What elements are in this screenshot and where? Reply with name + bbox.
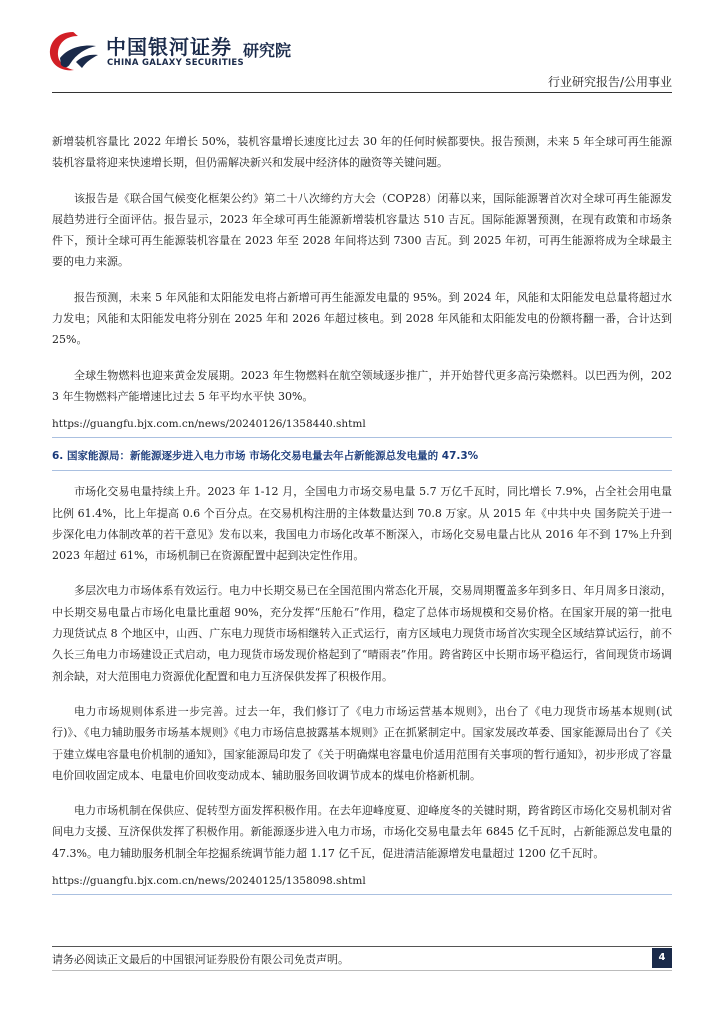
source-link-2[interactable]: https://guangfu.bjx.com.cn/news/20240125/1358098.shtml xyxy=(52,875,366,888)
section-divider xyxy=(52,437,672,438)
page-number: 4 xyxy=(652,948,672,968)
logo-chinese-name: 中国银河证券 xyxy=(106,35,232,59)
paragraph-5: 市场化交易电量持续上升。2023 年 1-12 月，全国电力市场交易电量 5.7 万亿千瓦时，同比增长 7.9%，占全社会用电量比例 61.4%，比上年提高 0.6 个百分点。在交易机构注册的主体数量达到 70.8 万家。从 2015 年《中共中央 国务院关于进一步深化电力体制改革的若干意见》发布以来，我国电力市场化改革不断深入，市场化交易电量占比从 2016 年不到 17%上升到 2023 年超过 61%，市场机制已在资源配置中起到决定性作用。 xyxy=(52,485,672,563)
paragraph-7: 电力市场规则体系进一步完善。过去一年，我们修订了《电力市场运营基本规则》，出台了《电力现货市场基本规则(试行)》、《电力辅助服务市场基本规则》《电力市场信息披露基本规则》正在抓紧制定中。国家发展改革委、国家能源局出台了《关于建立煤电容量电价机制的通知》，国家能源局印发了《关于明确煤电容量电价适用范围有关事项的暂行通知》，初步形成了容量电价回收固定成本、电量电价回收变动成本、辅助服务回收调节成本的煤电价格新机制。 xyxy=(52,704,672,782)
galaxy-logo-icon xyxy=(46,28,100,74)
paragraph-1: 新增装机容量比 2022 年增长 50%，装机容量增长速度比过去 30 年的任何时候都要快。报告预测，未来 5 年全球可再生能源装机容量将迎来快速增长期，但仍需解决新兴和发展中经济体的融资等关键问题。 xyxy=(52,135,672,170)
footer-bottom-rule xyxy=(52,970,672,971)
source-link-1[interactable]: https://guangfu.bjx.com.cn/news/20240126/1358440.shtml xyxy=(52,418,366,431)
paragraph-4: 全球生物燃料也迎来黄金发展期。2023 年生物燃料在航空领域逐步推广，并开始替代更多高污染燃料。以巴西为例，2023 年生物燃料产能增速比过去 5 年平均水平快 30%。 xyxy=(52,368,672,403)
paragraph-3: 报告预测，未来 5 年风能和太阳能发电将占新增可再生能源发电量的 95%。到 2024 年，风能和太阳能发电总量将超过水力发电；风能和太阳能发电将分别在 2025 年和 2026 年超过核电。到 2028 年风能和太阳能发电的份额将翻一番，合计达到 25%。 xyxy=(52,290,672,347)
paragraph-2: 该报告是《联合国气候变化框架公约》第二十八次缔约方大会（COP28）闭幕以来，国际能源署首次对全球可再生能源发展趋势进行全面评估。报告显示，2023 年全球可再生能源新增装机容量达 510 吉瓦。国际能源署预测，在现有政策和市场条件下，预计全球可再生能源装机容量在 2023 年至 2028 年间将达到 7300 吉瓦。到 2025 年初，可再生能源将成为全球最主要的电力来源。 xyxy=(52,191,672,269)
report-type: 行业研究报告/公用事业 xyxy=(547,75,672,89)
page-header xyxy=(0,0,724,100)
logo-english-name: CHINA GALAXY SECURITIES xyxy=(107,58,244,68)
footer-divider xyxy=(52,946,672,947)
article-body xyxy=(52,131,672,895)
paragraph-8: 电力市场机制在保供应、促转型方面发挥积极作用。在去年迎峰度夏、迎峰度冬的关键时期，跨省跨区市场化交易机制对省间电力支援、互济保供发挥了积极作用。新能源逐步进入电力市场，市场化交易电量去年 6845 亿千瓦时，占新能源总发电量的 47.3%。电力辅助服务机制全年挖掘系统调节能力超 1.17 亿千瓦，促进清洁能源增发电量超过 1200 亿千瓦时。 xyxy=(52,804,672,860)
footer-disclaimer: 请务必阅读正文最后的中国银河证券股份有限公司免责声明。 xyxy=(52,953,349,966)
header-divider xyxy=(52,92,672,93)
logo-institute: 研究院 xyxy=(243,41,292,60)
section-heading: 6. 国家能源局：新能源逐步进入电力市场 市场化交易电量去年占新能源总发电量的 47.3% xyxy=(52,450,479,463)
paragraph-6: 多层次电力市场体系有效运行。电力中长期交易已在全国范围内常态化开展，交易周期覆盖多年到多日、年月周多日滚动，中长期交易电量占市场化电量比重超 90%，充分发挥“压舱石”作用，稳定了总体市场规模和交易价格。在国家开展的第一批电力现货试点 8 个地区中，山西、广东电力现货市场相继转入正式运行，南方区域电力现货市场首次实现全区域结算试运行，前不久长三角电力市场建设正式启动，电力现货市场发现价格起到了“晴雨表”作用。跨省跨区中长期市场平稳运行，省间现货市场调剂余缺，对大范围电力资源优化配置和电力互济保供发挥了积极作用。 xyxy=(52,584,672,683)
section-divider-bottom xyxy=(52,894,672,895)
heading-divider xyxy=(52,470,672,471)
